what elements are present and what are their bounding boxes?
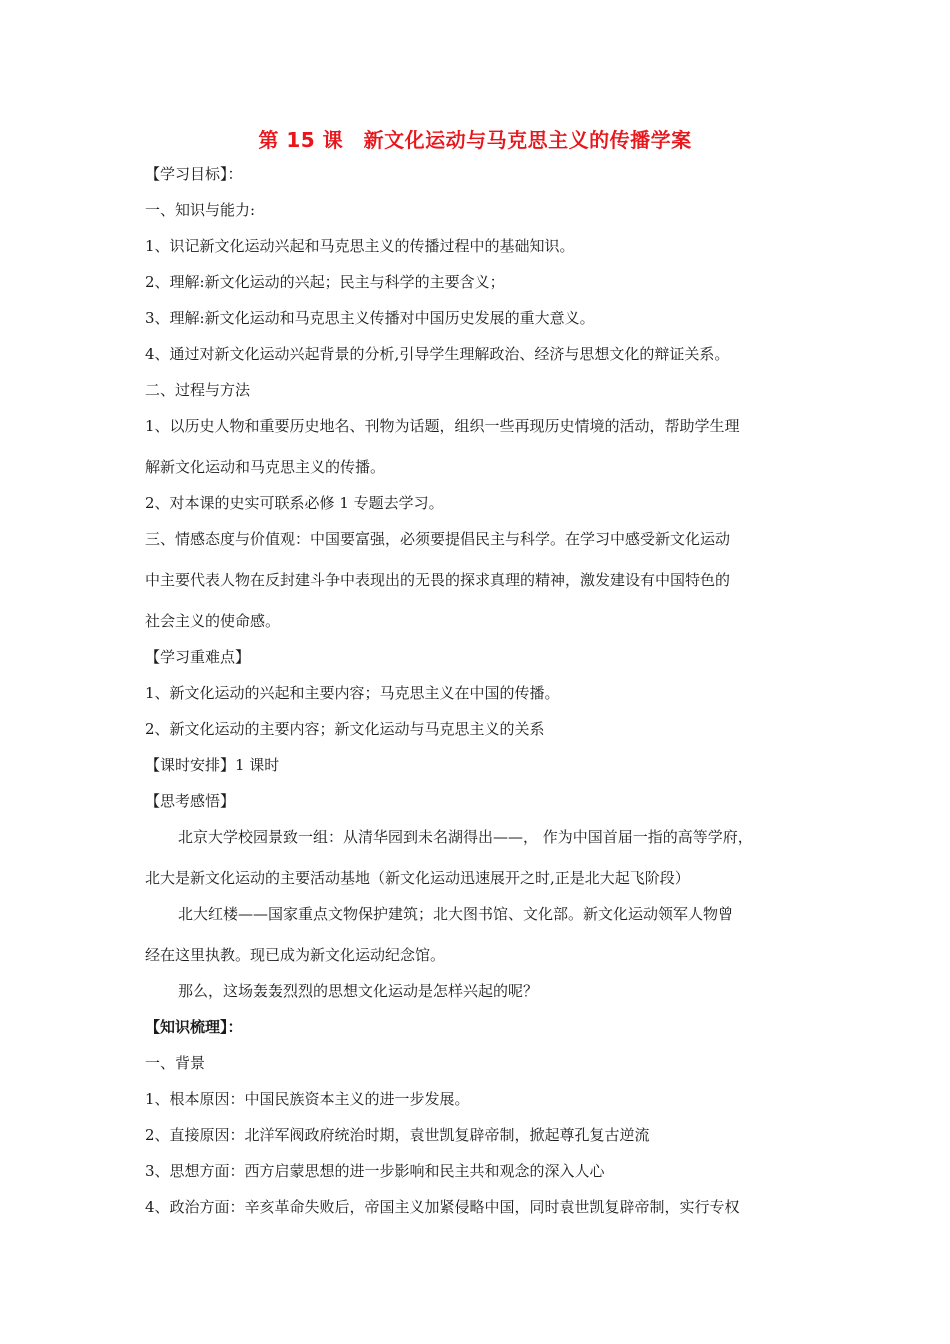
paragraph-line: 那么，这场轰轰烈烈的思想文化运动是怎样兴起的呢？ [178,982,539,1000]
paragraph-line: 解新文化运动和马克思主义的传播。 [145,458,386,476]
subheading-background: 一、背景 [145,1054,206,1072]
section-heading-schedule: 【课时安排】1 课时 [145,756,280,774]
paragraph-line: 北大是新文化运动的主要活动基地（新文化运动迅速展开之时,正是北大起飞阶段） [145,869,690,887]
section-heading-knowledge-review: 【知识梳理】： [145,1018,243,1036]
paragraph-line: 4、通过对新文化运动兴起背景的分析,引导学生理解政治、经济与思想文化的辩证关系。 [145,345,730,363]
paragraph-line: 中主要代表人物在反封建斗争中表现出的无畏的探求真理的精神，激发建设有中国特色的 [145,571,731,589]
paragraph-line: 经在这里执教。现已成为新文化运动纪念馆。 [145,946,446,964]
section-heading-learning-goals: 【学习目标】： [145,165,243,183]
paragraph-line: 1、新文化运动的兴起和主要内容；马克思主义在中国的传播。 [145,684,560,702]
paragraph-line: 2、对本课的史实可联系必修 1 专题去学习。 [145,494,444,512]
paragraph-line: 1、识记新文化运动兴起和马克思主义的传播过程中的基础知识。 [145,237,575,255]
paragraph-line: 北大红楼——国家重点文物保护建筑；北大图书馆、文化部。新文化运动领军人物曾 [178,905,734,923]
paragraph-line: 2、理解:新文化运动的兴起；民主与科学的主要含义； [145,273,505,291]
paragraph-line: 三、情感态度与价值观：中国要富强，必须要提倡民主与科学。在学习中感受新文化运动 [145,530,731,548]
paragraph-line: 1、以历史人物和重要历史地名、刊物为话题，组织一些再现历史情境的活动，帮助学生理 [145,417,740,435]
paragraph-line: 1、根本原因：中国民族资本主义的进一步发展。 [145,1090,470,1108]
paragraph-line: 北京大学校园景致一组：从清华园到未名湖得出——， 作为中国首届一指的高等学府， [178,828,753,846]
paragraph-line: 2、直接原因：北洋军阀政府统治时期，袁世凯复辟帝制，掀起尊孔复古逆流 [145,1126,650,1144]
paragraph-line: 3、理解:新文化运动和马克思主义传播对中国历史发展的重大意义。 [145,309,595,327]
subheading-process-method: 二、过程与方法 [145,381,251,399]
document-title: 第 15 课 新文化运动与马克思主义的传播学案 [258,128,692,152]
paragraph-line: 社会主义的使命感。 [145,612,281,630]
paragraph-line: 3、思想方面：西方启蒙思想的进一步影响和民主共和观念的深入人心 [145,1162,605,1180]
subheading-knowledge-ability: 一、知识与能力: [145,201,256,219]
section-heading-reflection: 【思考感悟】 [145,792,236,810]
paragraph-line: 4、政治方面：辛亥革命失败后，帝国主义加紧侵略中国，同时袁世凯复辟帝制，实行专权 [145,1198,740,1216]
paragraph-line: 2、新文化运动的主要内容；新文化运动与马克思主义的关系 [145,720,545,738]
section-heading-key-points: 【学习重难点】 [145,648,251,666]
